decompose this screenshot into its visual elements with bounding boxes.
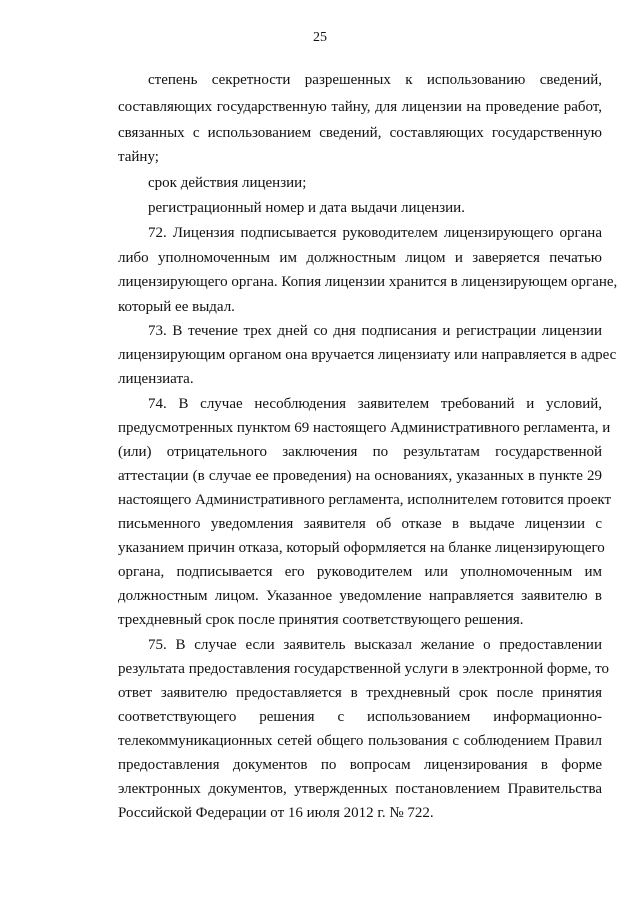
text-line: указанием причин отказа, который оформляется на бланке лицензирующего xyxy=(118,540,605,556)
text-line: (или) отрицательного заключения по результатам государственной xyxy=(118,444,602,460)
text-line: предоставления документов по вопросам лицензирования в форме xyxy=(118,757,602,773)
text-line: 73. В течение трех дней со дня подписания и регистрации лицензии xyxy=(148,323,602,339)
text-line: ответ заявителю предоставляется в трехдневный срок после принятия xyxy=(118,685,602,701)
text-line: Российской Федерации от 16 июля 2012 г. № 722. xyxy=(118,805,434,821)
text-line: тайну; xyxy=(118,149,159,165)
text-line: трехдневный срок после принятия соответствующего решения. xyxy=(118,612,524,628)
page-number: 25 xyxy=(313,30,327,45)
text-line: органа, подписывается его руководителем или уполномоченным им xyxy=(118,564,602,580)
text-line: который ее выдал. xyxy=(118,299,235,315)
text-line: лицензиата. xyxy=(118,371,194,387)
text-line: либо уполномоченным им должностным лицом и заверяется печатью xyxy=(118,250,602,266)
text-line: должностным лицом. Указанное уведомление направляется заявителю в xyxy=(118,588,602,604)
text-line: 74. В случае несоблюдения заявителем требований и условий, xyxy=(148,396,602,412)
text-line: составляющих государственную тайну, для лицензии на проведение работ, xyxy=(118,99,602,115)
text-line: аттестации (в случае ее проведения) на основаниях, указанных в пункте 29 xyxy=(118,468,602,484)
text-line: соответствующего решения с использованием информационно- xyxy=(118,709,602,725)
text-line: 75. В случае если заявитель высказал желание о предоставлении xyxy=(148,637,602,653)
text-line: лицензирующим органом она вручается лицензиату или направляется в адрес xyxy=(118,347,617,363)
text-line: степень секретности разрешенных к использованию сведений, xyxy=(148,72,602,88)
text-line: предусмотренных пунктом 69 настоящего Административного регламента, и xyxy=(118,420,611,436)
text-line: лицензирующего органа. Копия лицензии хранится в лицензирующем органе, xyxy=(118,274,618,290)
text-line: результата предоставления государственной услуги в электронной форме, то xyxy=(118,661,610,677)
text-line: настоящего Административного регламента, исполнителем готовится проект xyxy=(118,492,612,508)
text-line: срок действия лицензии; xyxy=(148,175,307,191)
text-line: электронных документов, утвержденных постановлением Правительства xyxy=(118,781,602,797)
text-line: регистрационный номер и дата выдачи лицензии. xyxy=(148,200,465,216)
text-line: письменного уведомления заявителя об отказе в выдаче лицензии с xyxy=(118,516,602,532)
text-line: связанных с использованием сведений, составляющих государственную xyxy=(118,125,602,141)
text-line: телекоммуникационных сетей общего пользования с соблюдением Правил xyxy=(118,733,602,749)
text-line: 72. Лицензия подписывается руководителем лицензирующего органа xyxy=(148,225,602,241)
